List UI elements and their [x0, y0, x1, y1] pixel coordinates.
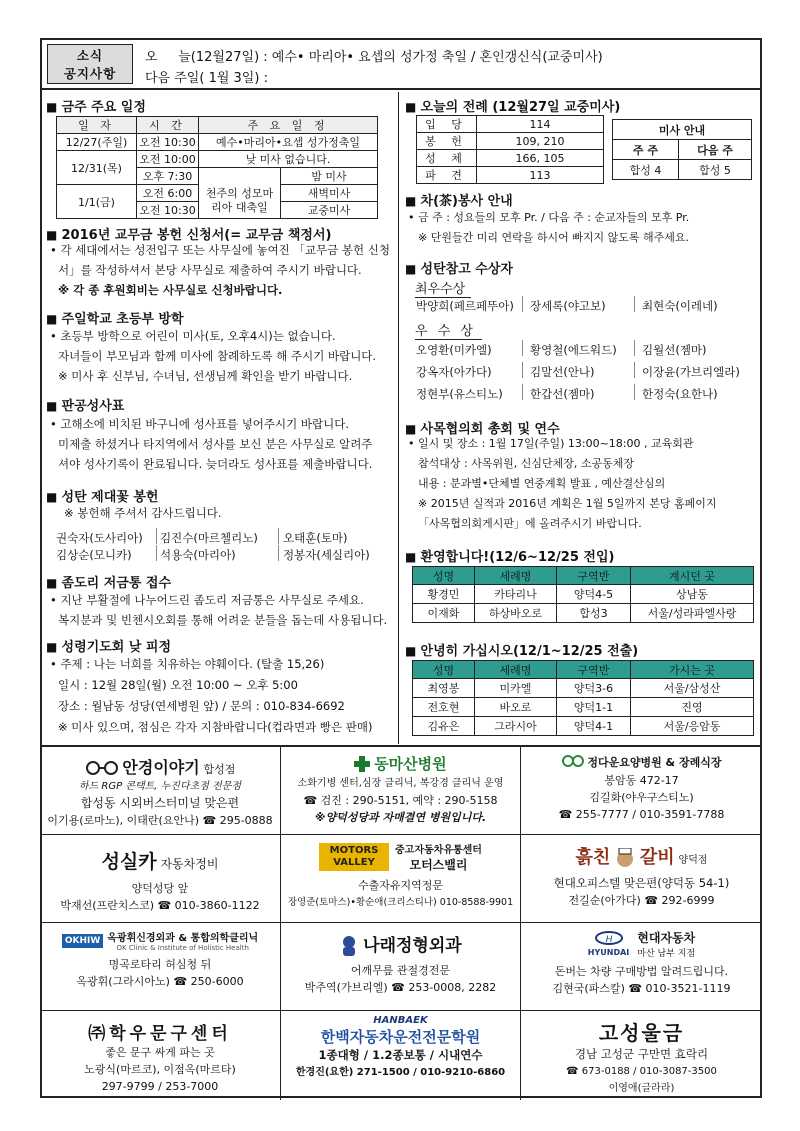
- ad-line: 이영애(글라라): [608, 1083, 675, 1094]
- tea-line1: • 금 주 : 성요들의 모후 Pr. / 다음 주 : 순교자들의 모후 Pr.: [408, 211, 690, 224]
- ad-line: 경남 고성군 구만면 효락리: [574, 1047, 709, 1061]
- ad-stationery: [40, 1011, 281, 1100]
- award-winner: 한정숙(요한나): [642, 387, 718, 401]
- award-winner: 오영환(미카엘): [416, 343, 492, 357]
- liturgy-table: [416, 115, 604, 184]
- hymn-number: 113: [477, 167, 604, 184]
- excellent-award-label: 우 수 상: [415, 320, 482, 340]
- ad-line: 박주역(가브리엘) ☎ 253-0008, 2282: [304, 981, 497, 994]
- spirit-title: ■ 성령기도회 낮 피정: [46, 636, 171, 655]
- ad-car-repair: [40, 835, 281, 923]
- r2-date: 12/31(목): [57, 151, 137, 185]
- tithe-title: ■ 2016년 교무금 봉헌 신청서(= 교무금 책정서): [46, 224, 331, 243]
- ad-line: 장영준(토마스)•황순애(크리스티나) 010-8588-9901: [287, 897, 514, 908]
- r3-event2: 교중미사: [281, 202, 378, 219]
- ad-title: 동마산병원: [374, 755, 447, 773]
- ad-line: 김길화(야우구스티노): [589, 791, 694, 804]
- notice-next-week: 다음 주일( 1월 3일) :: [145, 71, 268, 86]
- school-line1: • 초등부 방학으로 어린이 미사(토, 오후4시)는 없습니다.: [50, 329, 336, 343]
- ad-line: ※양덕성당과 자매결연 병원입니다.: [314, 811, 487, 824]
- council-line4: ※ 2015년 실적과 2016년 계획은 1월 5일까지 본당 홈페이지: [418, 497, 717, 510]
- divider: [156, 528, 157, 544]
- hymn-number: 114: [477, 116, 604, 133]
- ads-section: [40, 745, 762, 1098]
- farewell-district: 양덕3-6: [557, 679, 631, 698]
- weekly-schedule-title: ■ 금주 주요 일정: [46, 96, 146, 115]
- liturgy-title: ■ 오늘의 전례 (12월27일 교중미사): [405, 96, 620, 115]
- farewell-name: 김유은: [413, 717, 475, 736]
- liturgy-part: 입 당: [417, 116, 477, 133]
- ad-subtitle: 마산 남부 지점: [637, 949, 696, 959]
- ad-line: 1종대형 / 1.2종보통 / 시내연수: [318, 1048, 483, 1062]
- ad-title: 모터스밸리: [409, 858, 468, 872]
- r3-time2: 오전 10:30: [137, 202, 199, 219]
- divider: [522, 296, 523, 312]
- motors-valley-logo: MOTORS VALLEY: [319, 843, 389, 871]
- flower-donor: 오태훈(토마): [283, 531, 348, 545]
- welcome-title: ■ 환영합니다!(12/6~12/25 전입): [405, 546, 614, 565]
- svg-text:H: H: [605, 934, 612, 944]
- col-from: 계시던 곳: [631, 567, 754, 585]
- farewell-name: 전호현: [413, 698, 475, 717]
- welcome-district: 합성3: [557, 604, 631, 623]
- divider: [278, 528, 279, 544]
- spirit-line4: ※ 미사 있으며, 점심은 각자 지참바랍니다(컵라면과 빵은 판매): [58, 720, 373, 734]
- r3-date: 1/1(금): [57, 185, 137, 219]
- col-to: 가시는 곳: [631, 661, 754, 679]
- farewell-district: 양덕4-1: [557, 717, 631, 736]
- col-name: 성명: [413, 567, 475, 585]
- ad-line: 어깨무릎 관절경전문: [350, 964, 451, 977]
- ad-title: 정다운요양병원 & 장례식장: [587, 756, 722, 769]
- hyundai-logo-icon: [595, 931, 623, 948]
- bank-line1: • 지난 부활절에 나누어드린 좀도리 저금통은 사무실로 주세요.: [50, 593, 364, 607]
- ad-line: ☎ 673-0188 / 010-3087-3500: [566, 1066, 717, 1077]
- ad-line: 박재선(프란치스코) ☎ 010-3860-1122: [60, 899, 260, 912]
- divider: [522, 340, 523, 356]
- ad-title: ㈜학우문구센터: [88, 1024, 232, 1044]
- ad-line: 봉암동 472-17: [604, 774, 679, 787]
- ad-line: 돈버는 차량 구매방법 알려드립니다.: [554, 965, 729, 978]
- col-event: 주 요 일 정: [199, 117, 378, 134]
- award-winner: 최현숙(이레네): [642, 299, 718, 313]
- r2-event1: 낮 미사 없습니다.: [199, 151, 378, 168]
- hymn-number: 166, 105: [477, 150, 604, 167]
- welcome-name: 이재화: [413, 604, 475, 623]
- r1-event: 예수•마리아•요셉 성가정축일: [199, 134, 378, 151]
- flowers-title: ■ 성탄 제대꽃 봉헌: [46, 486, 158, 505]
- school-line2: 자녀들이 부모님과 함께 미사에 참례하도록 해 주시기 바랍니다.: [58, 349, 377, 363]
- col-district: 구역반: [557, 661, 631, 679]
- ad-line: 김현국(파스칼) ☎ 010-3521-1119: [552, 982, 731, 995]
- welcome-baptismal: 카타리나: [475, 585, 557, 604]
- farewell-name: 최영봉: [413, 679, 475, 698]
- welcome-from: 상남동: [631, 585, 754, 604]
- chef-icon: [614, 848, 636, 871]
- council-line2: 참석대상 : 사목위원, 신심단체장, 소공동체장: [418, 457, 634, 470]
- today-label: 오: [145, 50, 158, 65]
- flower-donor: 권숙자(도사리아): [56, 531, 143, 545]
- ad-line: 합성동 시외버스터미널 맞은편: [80, 796, 240, 810]
- medical-cross-icon: [354, 756, 370, 775]
- notice-label-1: 소식: [76, 48, 104, 63]
- column-divider: [398, 92, 399, 744]
- ad-subtitle: OK Clinic & Institute of Holistic Health: [116, 944, 249, 952]
- tithe-line2: 서」를 작성하셔서 본당 사무실로 제출하여 주시기 바랍니다.: [58, 263, 362, 277]
- okhiw-logo: OKHIW: [62, 934, 103, 948]
- flowers-line1: ※ 봉헌해 주셔서 감사드립니다.: [64, 506, 222, 520]
- farewell-title: ■ 안녕히 가십시오(12/1~12/25 전출): [405, 640, 638, 659]
- col-baptismal: 세례명: [475, 567, 557, 585]
- award-winner: 김말선(안나): [530, 365, 595, 379]
- award-winner: 장세록(야고보): [530, 299, 606, 313]
- spirit-line1: • 주제 : 나는 너희를 치유하는 야훼이다. (탈출 15,26): [50, 657, 325, 671]
- farewell-baptismal: 그라시아: [475, 717, 557, 736]
- tea-line2: ※ 단원들간 미리 연락을 하시어 빠지지 않도록 해주세요.: [418, 231, 689, 244]
- flower-donor: 석용숙(마리아): [160, 548, 236, 562]
- council-line1: • 일시 및 장소 : 1월 17일(주일) 13:00~18:00 , 교육회관: [408, 437, 694, 450]
- award-winner: 정현부(유스티노): [416, 387, 503, 401]
- ad-line: ☎ 255-7777 / 010-3591-7788: [558, 808, 725, 821]
- ad-tagline: 하드 RGP 콘택트, 누진다초점 전문점: [78, 781, 242, 792]
- ad-turmeric: [521, 1011, 762, 1100]
- ad-title: 고성울금: [598, 1021, 685, 1045]
- bank-line2: 복지분과 및 빈첸시오회를 통해 어려운 분들을 돕는데 사용됩니다.: [58, 613, 388, 627]
- award-winner: 황영철(에드워드): [530, 343, 617, 357]
- ticket-title: ■ 판공성사표: [46, 395, 124, 414]
- ad-title: 안경이야기: [122, 758, 200, 777]
- ad-title: 현대자동차: [637, 931, 696, 945]
- ad-title: 흙친: [575, 847, 611, 868]
- award-winner: 박양희(페르페뚜아): [416, 299, 514, 313]
- hymn-number: 109, 210: [477, 133, 604, 150]
- ad-title: 나래정형외과: [363, 936, 462, 956]
- ad-line: ☎ 검진 : 290-5151, 예약 : 290-5158: [303, 794, 498, 807]
- hyundai-wordmark: HYUNDAI: [587, 948, 630, 957]
- ticket-line3: 셔야 성사기록이 완료됩니다. 늦더라도 성사표를 제출바랍니다.: [58, 457, 373, 471]
- divider: [634, 384, 635, 400]
- divider: [634, 340, 635, 356]
- welcome-name: 황경민: [413, 585, 475, 604]
- best-award-label: 최우수상: [415, 278, 471, 298]
- notice-today: [145, 46, 603, 65]
- today-text: 늘(12월27일) : 예수• 마리아• 요셉의 성가정 축일 / 혼인갱신식(교중미사): [178, 50, 603, 65]
- hanbaek-logo: HANBAEK: [373, 1015, 428, 1026]
- farewell-to: 서울/응암동: [631, 717, 754, 736]
- liturgy-part: 성 체: [417, 150, 477, 167]
- farewell-to: 진영: [631, 698, 754, 717]
- mass-next-week: 합성 5: [678, 160, 751, 180]
- ad-neurosurgery: [40, 923, 281, 1011]
- ad-line: 명곡로타리 허심청 뒤: [108, 958, 212, 971]
- ad-line: 297-9799 / 253-7000: [101, 1080, 219, 1093]
- ad-title: 성실카: [101, 851, 157, 873]
- ad-hyundai: [521, 923, 762, 1011]
- ad-used-cars: [281, 835, 521, 923]
- flower-donor: 김진수(마르첼리노): [160, 531, 258, 545]
- award-winner: 강옥자(아가다): [416, 365, 492, 379]
- divider: [634, 362, 635, 378]
- spirit-line2: 일시 : 12월 28일(월) 오전 10:00 ~ 오후 5:00: [58, 678, 298, 692]
- council-line5: 「사목협의회게시판」에 올려주시기 바랍니다.: [418, 517, 642, 530]
- ad-title: 중고자동차유통센터: [395, 845, 482, 856]
- divider: [156, 545, 157, 561]
- ad-subtitle: 양덕점: [678, 855, 708, 866]
- school-line3: ※ 미사 후 신부님, 수녀님, 선생님께 확인을 받기 바랍니다.: [58, 369, 353, 383]
- tea-title: ■ 차(茶)봉사 안내: [405, 190, 513, 209]
- ad-driving-school: [281, 1011, 521, 1100]
- welcome-district: 양덕4-5: [557, 585, 631, 604]
- mass-next-week-label: 다음 주: [678, 140, 751, 160]
- spirit-line3: 장소 : 월남동 성당(연세병원 앞) / 문의 : 010-834-6692: [58, 699, 345, 713]
- ad-nursing-home: [521, 747, 762, 835]
- col-date: 일 자: [57, 117, 137, 134]
- welcome-baptismal: 하상바오로: [475, 604, 557, 623]
- r3-event1: 새벽미사: [281, 185, 378, 202]
- ad-subtitle: 합성점: [203, 763, 236, 776]
- col-name: 성명: [413, 661, 475, 679]
- award-winner: 이장윤(가브리엘라): [642, 365, 740, 379]
- mass-this-week: 합성 4: [613, 160, 679, 180]
- ad-line: 소화기병 센터,심장 클리닉, 복강경 클리닉 운영: [297, 778, 504, 789]
- school-title: ■ 주일학교 초등부 방학: [46, 308, 184, 327]
- ad-galbi: [521, 835, 762, 923]
- ad-hospital: [281, 747, 521, 835]
- tithe-line3: ※ 각 종 후원회비는 사무실로 신청바랍니다.: [58, 283, 283, 297]
- mass-this-week-label: 주 주: [613, 140, 679, 160]
- farewell-to: 서울/삼성산: [631, 679, 754, 698]
- ad-line: 현대오피스텔 맞은편(양덕동 54-1): [553, 876, 730, 890]
- ad-line: 양덕성당 앞: [131, 882, 189, 895]
- tithe-line1: • 각 세대에서는 성전입구 또는 사무실에 놓여진 「교무금 봉헌 신청: [50, 243, 391, 257]
- ad-title: 한백자동차운전전문학원: [320, 1028, 481, 1046]
- farewell-baptismal: 바오로: [475, 698, 557, 717]
- divider: [634, 296, 635, 312]
- flower-donor: 정봉자(세실리아): [283, 548, 370, 562]
- notice-label-box: [47, 44, 133, 84]
- glasses-icon: [85, 761, 119, 778]
- ad-glasses: [40, 747, 281, 835]
- r1-date: 12/27(주일): [57, 134, 137, 151]
- liturgy-part: 파 견: [417, 167, 477, 184]
- divider: [522, 362, 523, 378]
- ad-subtitle: 자동차정비: [160, 857, 219, 871]
- r2-time1: 오전 10:00: [137, 151, 199, 168]
- ad-line: 수출자유지역정문: [357, 879, 443, 892]
- ticket-line2: 미제출 하셨거나 타지역에서 성사를 보신 분은 사무실로 알려주: [58, 437, 373, 451]
- ad-line: 노광식(마르코), 이점옥(마르타): [84, 1063, 236, 1076]
- col-time: 시 간: [137, 117, 199, 134]
- awards-title: ■ 성탄참고 수상자: [405, 258, 513, 277]
- ad-title: 옥광휘신경외과 & 통합의학클리닉: [107, 933, 259, 944]
- col-baptismal: 세례명: [475, 661, 557, 679]
- farewell-district: 양덕1-1: [557, 698, 631, 717]
- r2-time2: 오후 7:30: [137, 168, 199, 185]
- ad-line: 옥광휘(그라시아노) ☎ 250-6000: [76, 975, 244, 988]
- award-winner: 김월선(젬마): [642, 343, 707, 357]
- flower-donor: 김상순(모니카): [56, 548, 132, 562]
- welcome-from: 서울/성라파엘사랑: [631, 604, 754, 623]
- ad-line: 한경진(요한) 271-1500 / 010-9210-6860: [295, 1067, 506, 1078]
- council-title: ■ 사목협의회 총회 및 연수: [405, 418, 560, 437]
- ticket-line1: • 고해소에 비치된 바구니에 성사표를 넣어주시기 바랍니다.: [50, 417, 349, 431]
- mass-guide-table: [612, 119, 752, 180]
- ad-orthopedics: [281, 923, 521, 1011]
- divider: [522, 384, 523, 400]
- mascot-icon: [339, 935, 359, 960]
- weekly-schedule-table: [56, 116, 378, 219]
- col-district: 구역반: [557, 567, 631, 585]
- ad-title: 갈비: [639, 847, 675, 868]
- r3-feast: 천주의 성모마리아 대축일: [199, 185, 281, 219]
- liturgy-part: 봉 헌: [417, 133, 477, 150]
- r2-event2: 밤 미사: [281, 168, 378, 185]
- ad-line: 전길순(아가다) ☎ 292-6999: [568, 894, 715, 907]
- ad-line: 좋은 문구 싸게 파는 곳: [105, 1046, 215, 1059]
- r1-time: 오전 10:30: [137, 134, 199, 151]
- farewell-baptismal: 미카엘: [475, 679, 557, 698]
- welcome-table: [412, 566, 754, 623]
- divider: [278, 545, 279, 561]
- award-winner: 한갑선(젬마): [530, 387, 595, 401]
- council-line3: 내용 : 분과별•단체별 연중계획 발표 , 예산결산심의: [418, 477, 666, 490]
- leaf-logo-icon: [562, 753, 584, 772]
- ad-line: 이기용(로마노), 이태란(요안나) ☎ 295-0888: [47, 814, 273, 827]
- mass-guide-title: 미사 안내: [613, 120, 752, 140]
- bank-title: ■ 좀도리 저금통 접수: [46, 572, 171, 591]
- r3-time1: 오전 6:00: [137, 185, 199, 202]
- notice-label-2: 공지사항: [63, 66, 117, 81]
- farewell-table: [412, 660, 754, 736]
